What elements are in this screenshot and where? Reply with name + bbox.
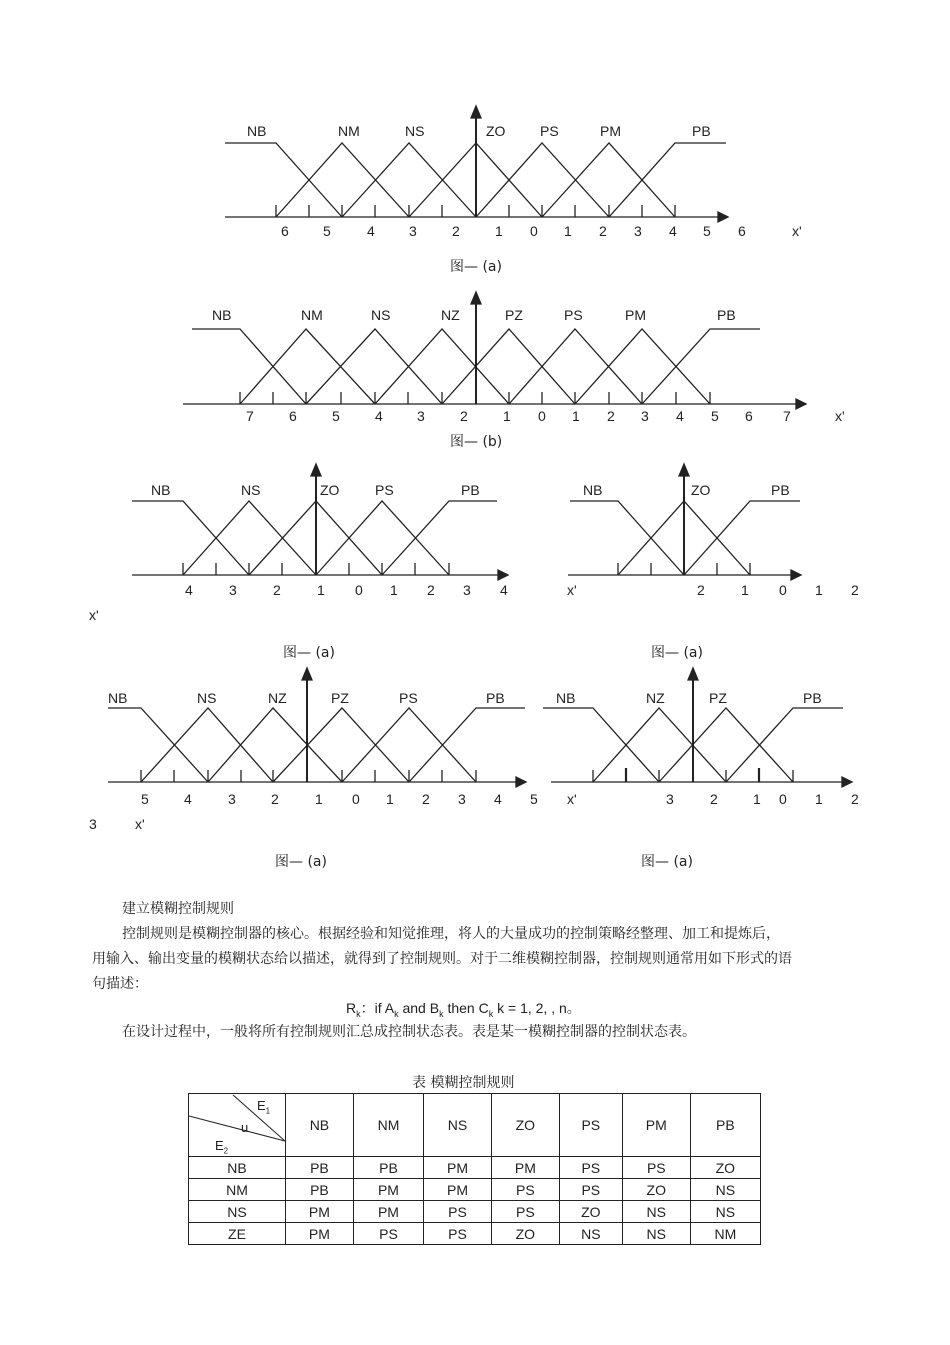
table-cell: NS <box>559 1223 622 1245</box>
column-header: PB <box>690 1094 760 1157</box>
set-label: PB <box>771 482 790 498</box>
set-label: ZO <box>691 482 711 498</box>
tick-label: 6 <box>281 223 289 239</box>
corner-e2-letter: E <box>215 1138 224 1153</box>
tick-label: 6 <box>289 408 297 424</box>
tick-label: 0 <box>779 582 787 598</box>
table-row <box>189 1223 761 1245</box>
axis-label-prefix: 3 <box>89 816 97 832</box>
set-label: NZ <box>268 690 287 706</box>
tick-label: 1 <box>741 582 749 598</box>
tick-label: 3 <box>463 582 471 598</box>
rule-formula <box>346 998 581 1019</box>
table-cell: PS <box>424 1223 492 1245</box>
tick-label: 5 <box>323 223 331 239</box>
tick-label: 1 <box>390 582 398 598</box>
tick-label: 2 <box>599 223 607 239</box>
tick-label: 0 <box>538 408 546 424</box>
tick-label: 4 <box>669 223 677 239</box>
set-label: NB <box>108 690 128 706</box>
set-label: PS <box>540 123 559 139</box>
axis-label: x' <box>89 607 99 623</box>
tick-label: 1 <box>386 791 394 807</box>
formula-sub: k <box>439 1008 444 1019</box>
table-cell: NM <box>690 1223 760 1245</box>
corner-e1-letter: E <box>257 1098 266 1113</box>
body-text <box>92 897 792 997</box>
tick-label: 6 <box>745 408 753 424</box>
tick-label: 2 <box>460 408 468 424</box>
body-text-2 <box>92 1020 792 1045</box>
tick-label: 4 <box>494 791 502 807</box>
set-label: NB <box>583 482 603 498</box>
set-label: NS <box>197 690 217 706</box>
tick-label: 1 <box>564 223 572 239</box>
table-cell: PB <box>286 1179 354 1201</box>
table-cell: ZO <box>622 1179 690 1201</box>
tick-label: 3 <box>417 408 425 424</box>
table-cell: PS <box>424 1201 492 1223</box>
tick-label: 1 <box>753 791 761 807</box>
tick-label: 3 <box>458 791 466 807</box>
tick-label: 3 <box>409 223 417 239</box>
set-label: NM <box>338 123 360 139</box>
set-label: PZ <box>709 690 727 706</box>
axis-label: x' <box>567 791 577 807</box>
set-label: NB <box>247 123 267 139</box>
set-label: PZ <box>331 690 349 706</box>
set-label: NS <box>371 307 391 323</box>
tick-label: 6 <box>738 223 746 239</box>
set-label: PM <box>625 307 646 323</box>
row-header: NB <box>189 1157 286 1179</box>
tick-label: 1 <box>572 408 580 424</box>
row-header: ZE <box>189 1223 286 1245</box>
tick-label: 3 <box>634 223 642 239</box>
set-label: NM <box>301 307 323 323</box>
set-label: NS <box>405 123 425 139</box>
table-cell: PM <box>424 1179 492 1201</box>
set-label: PS <box>375 482 394 498</box>
set-label: NS <box>241 482 261 498</box>
column-header: ZO <box>491 1094 559 1157</box>
table-cell: PM <box>286 1223 354 1245</box>
tick-label: 0 <box>355 582 363 598</box>
tick-label: 3 <box>229 582 237 598</box>
formula-if: ：if A <box>360 1000 395 1016</box>
axis-label: x' <box>135 816 145 832</box>
table-cell: PS <box>353 1223 423 1245</box>
column-header: NS <box>424 1094 492 1157</box>
axis-label: x' <box>835 408 845 424</box>
table-cell: PM <box>286 1201 354 1223</box>
table-cell: ZO <box>559 1201 622 1223</box>
table-cell: PS <box>559 1179 622 1201</box>
table-row <box>189 1157 761 1179</box>
table-cell: PM <box>424 1157 492 1179</box>
formula-rest: k = 1, 2, , n。 <box>493 1000 581 1016</box>
figure-caption: 图— (a) <box>283 645 335 661</box>
tick-label: 2 <box>697 582 705 598</box>
set-label: PZ <box>505 307 523 323</box>
column-header: NB <box>286 1094 354 1157</box>
tick-label: 4 <box>375 408 383 424</box>
tick-label: 5 <box>703 223 711 239</box>
paragraph: 控制规则是模糊控制器的核心。根据经验和知觉推理，将人的大量成功的控制策略经整理、加工和提炼后，用输入、输出变量的模糊状态给以描述，就得到了控制规则。对于二维模糊控制器，控制规则通常用如下形式的语句描述： <box>92 926 792 992</box>
table-cell: NS <box>690 1201 760 1223</box>
tick-label: 0 <box>530 223 538 239</box>
figure-caption: 图— (b) <box>450 434 503 450</box>
tick-label: 1 <box>495 223 503 239</box>
axis-label: x' <box>567 582 577 598</box>
tick-label: 2 <box>851 791 859 807</box>
figure-caption: 图— (a) <box>275 854 327 870</box>
tick-label: 5 <box>530 791 538 807</box>
formula-and: and B <box>398 1000 440 1016</box>
set-label: PB <box>803 690 822 706</box>
table-cell: PM <box>491 1157 559 1179</box>
axis-label: x' <box>792 223 802 239</box>
tick-label: 2 <box>271 791 279 807</box>
column-header: PM <box>622 1094 690 1157</box>
corner-e1-sub: 1 <box>265 1106 271 1116</box>
set-label: PB <box>692 123 711 139</box>
set-label: NB <box>556 690 576 706</box>
corner-u: u <box>241 1120 249 1135</box>
tick-label: 2 <box>607 408 615 424</box>
set-label: NZ <box>441 307 460 323</box>
tick-label: 3 <box>228 791 236 807</box>
table-row <box>189 1179 761 1201</box>
set-label: NB <box>151 482 171 498</box>
set-label: PM <box>600 123 621 139</box>
table-cell: ZO <box>491 1223 559 1245</box>
tick-label: 7 <box>246 408 254 424</box>
table-cell: NS <box>622 1201 690 1223</box>
corner-e1 <box>257 1098 270 1116</box>
table-cell: NS <box>690 1179 760 1201</box>
tick-label: 1 <box>503 408 511 424</box>
set-label: PS <box>564 307 583 323</box>
tick-label: 5 <box>332 408 340 424</box>
table-cell: PB <box>286 1157 354 1179</box>
formula-sub: k <box>394 1008 399 1019</box>
set-label: ZO <box>320 482 340 498</box>
tick-label: 3 <box>666 791 674 807</box>
tick-label: 0 <box>779 791 787 807</box>
tick-label: 1 <box>317 582 325 598</box>
tick-label: 5 <box>141 791 149 807</box>
tick-label: 4 <box>185 582 193 598</box>
set-label: PS <box>399 690 418 706</box>
tick-label: 4 <box>676 408 684 424</box>
tick-label: 1 <box>815 582 823 598</box>
set-label: PB <box>461 482 480 498</box>
table-cell: PB <box>353 1157 423 1179</box>
tick-label: 2 <box>427 582 435 598</box>
formula-sub: k <box>356 1008 361 1019</box>
set-label: NZ <box>646 690 665 706</box>
tick-label: 5 <box>711 408 719 424</box>
figure-caption: 图— (a) <box>641 854 693 870</box>
tick-label: 1 <box>815 791 823 807</box>
table-cell: PS <box>491 1179 559 1201</box>
tick-label: 2 <box>710 791 718 807</box>
table-header-row <box>189 1094 761 1157</box>
tick-label: 4 <box>184 791 192 807</box>
row-header: NS <box>189 1201 286 1223</box>
tick-label: 7 <box>783 408 791 424</box>
set-label: ZO <box>486 123 506 139</box>
tick-label: 2 <box>422 791 430 807</box>
paragraph: 在设计过程中，一般将所有控制规则汇总成控制状态表。表是某一模糊控制器的控制状态表。 <box>122 1024 696 1040</box>
corner-e2 <box>215 1138 228 1156</box>
tick-label: 2 <box>851 582 859 598</box>
corner-cell <box>189 1094 286 1157</box>
rules-table <box>188 1093 761 1245</box>
tick-label: 1 <box>315 791 323 807</box>
formula-sub: k <box>488 1008 494 1019</box>
column-header: PS <box>559 1094 622 1157</box>
figure-caption: 图— (a) <box>450 259 502 275</box>
tick-label: 3 <box>641 408 649 424</box>
tick-label: 2 <box>452 223 460 239</box>
set-label: PB <box>717 307 736 323</box>
corner-e2-sub: 2 <box>223 1146 229 1156</box>
row-header: NM <box>189 1179 286 1201</box>
table-cell: PS <box>491 1201 559 1223</box>
set-label: NB <box>212 307 232 323</box>
set-label: PB <box>486 690 505 706</box>
column-header: NM <box>353 1094 423 1157</box>
table-cell: PM <box>353 1201 423 1223</box>
tick-label: 2 <box>273 582 281 598</box>
formula-then: then C <box>443 1000 489 1016</box>
table-cell: NS <box>622 1223 690 1245</box>
diagonal-lines <box>189 1094 285 1156</box>
table-cell: ZO <box>690 1157 760 1179</box>
table-cell: PS <box>559 1157 622 1179</box>
table-row <box>189 1201 761 1223</box>
tick-label: 4 <box>367 223 375 239</box>
formula-r: R <box>346 1000 357 1016</box>
tick-label: 0 <box>352 791 360 807</box>
table-caption: 表 模糊控制规则 <box>412 1075 515 1091</box>
table-cell: PS <box>622 1157 690 1179</box>
figure-caption: 图— (a) <box>651 645 703 661</box>
table-cell: PM <box>353 1179 423 1201</box>
section-title: 建立模糊控制规则 <box>122 901 234 917</box>
tick-label: 4 <box>500 582 508 598</box>
